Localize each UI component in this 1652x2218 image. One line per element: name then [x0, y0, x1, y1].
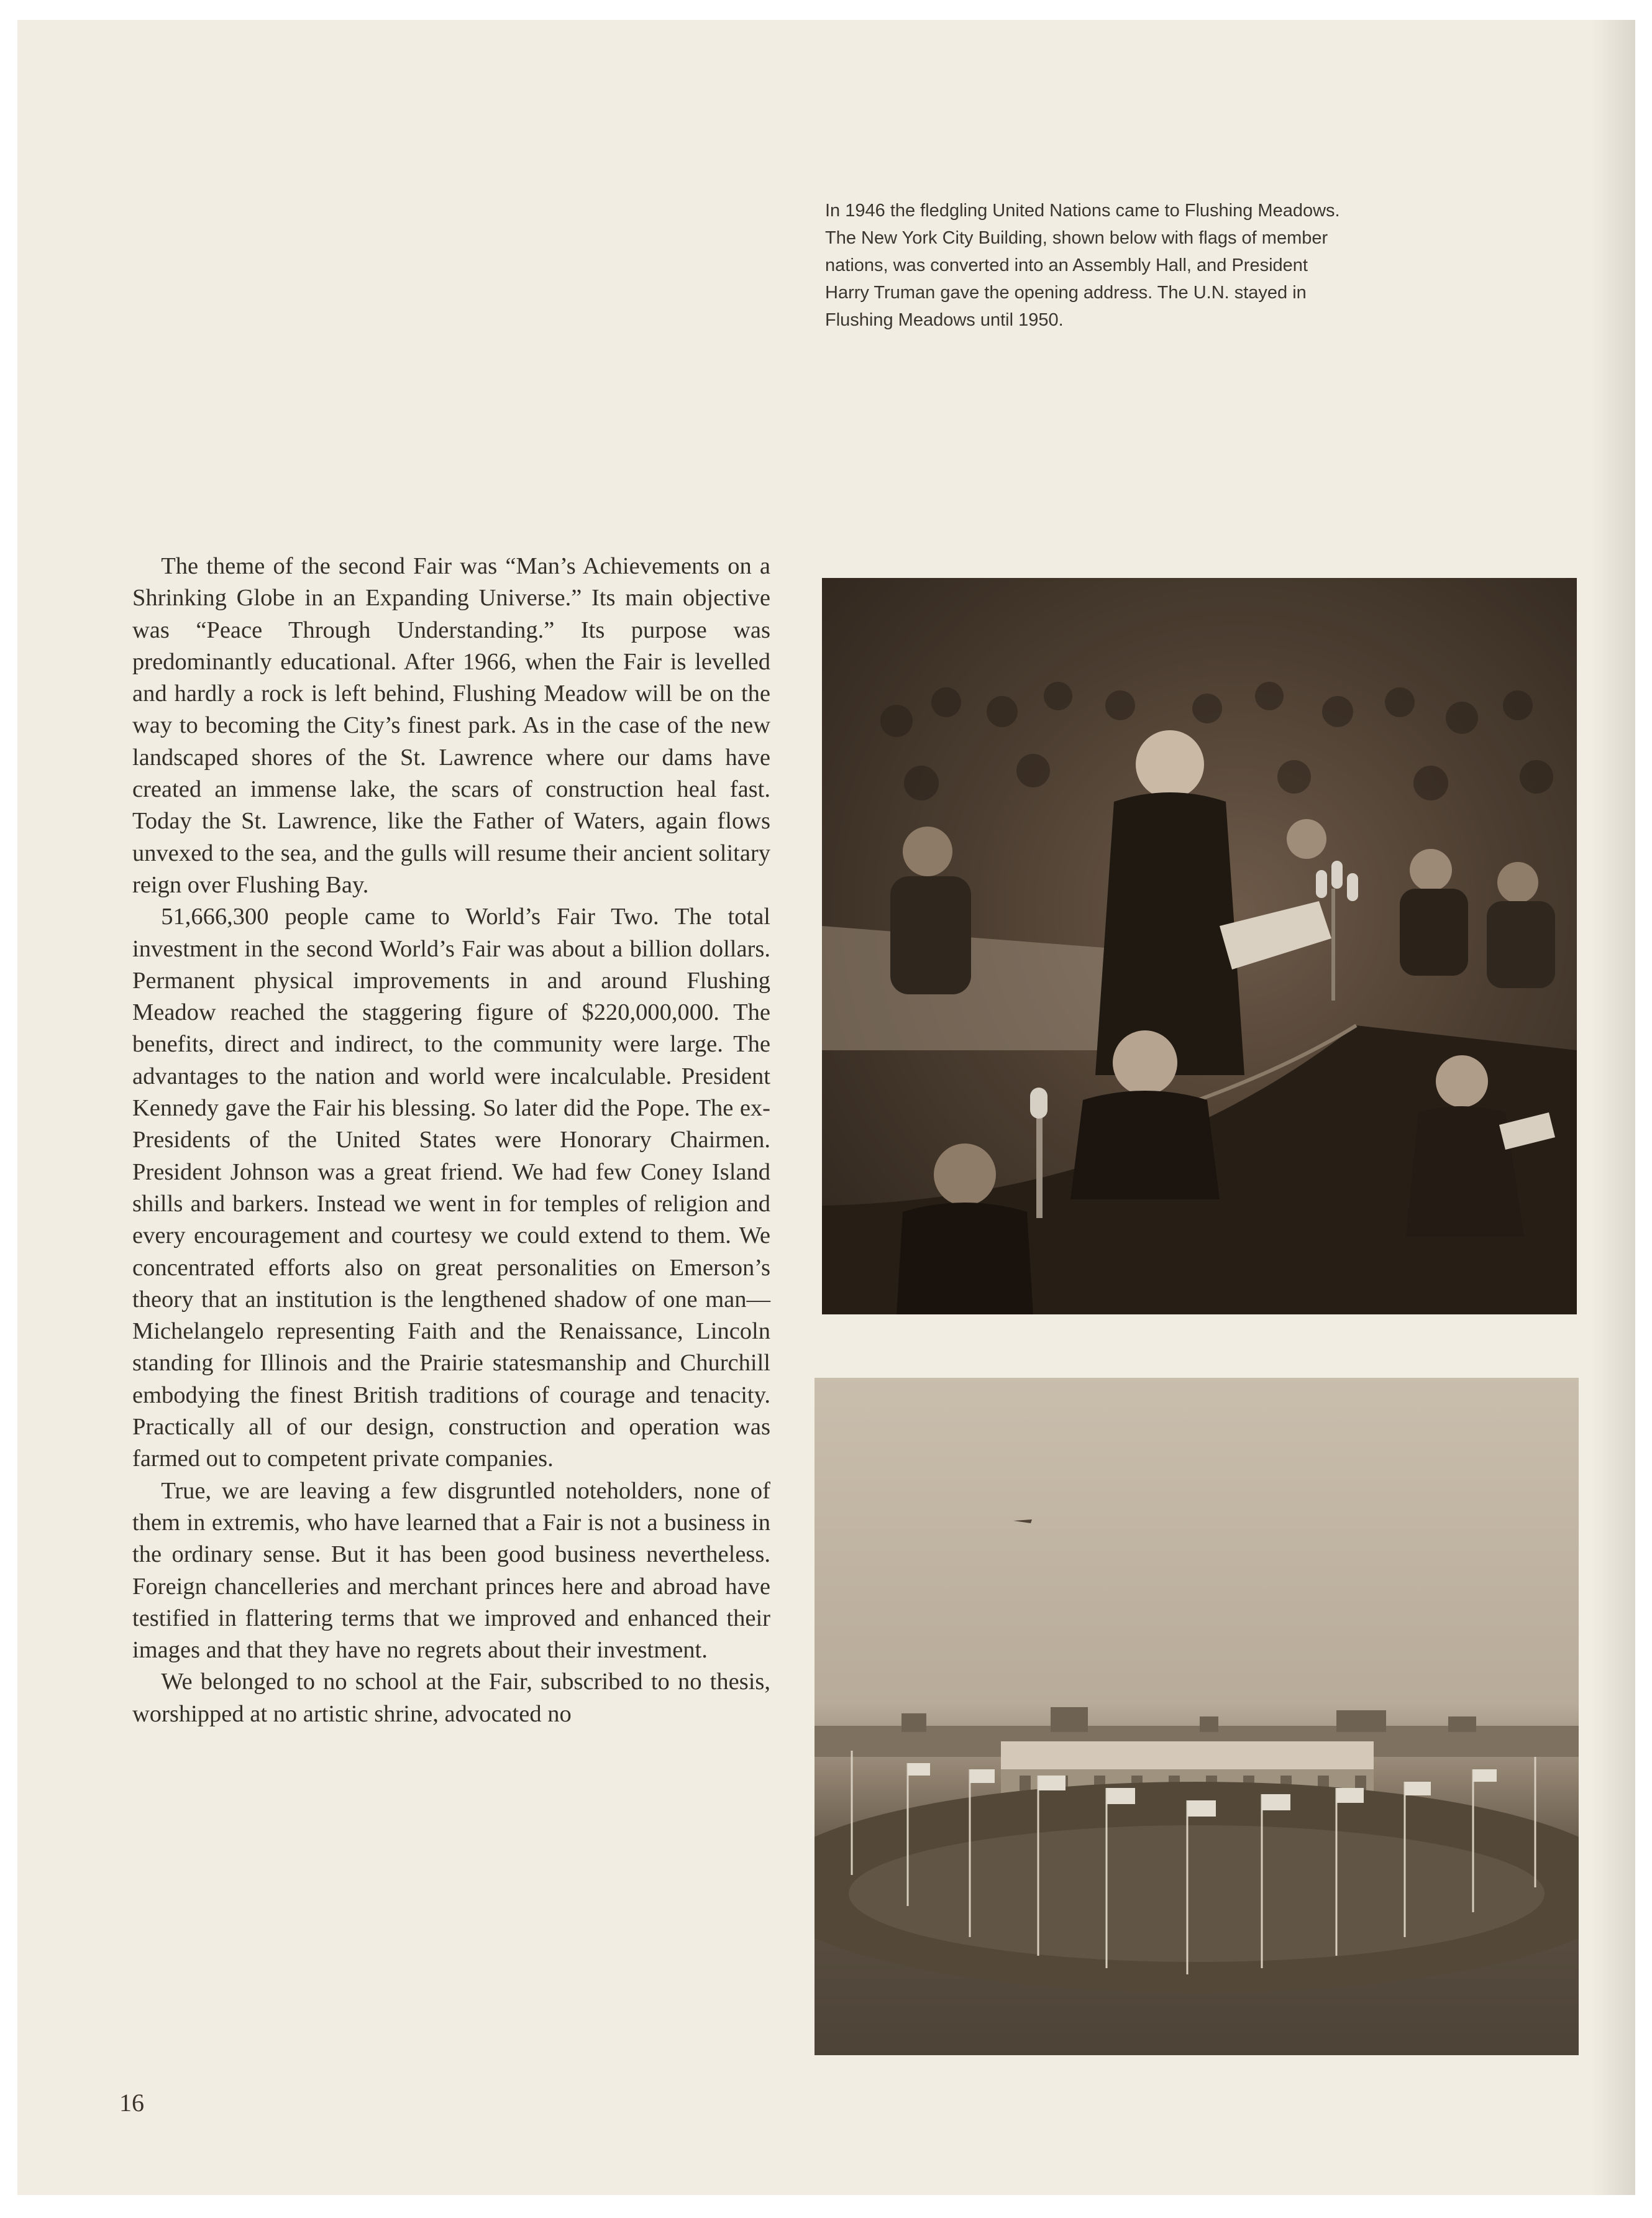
- paragraph: True, we are leaving a few disgruntled noteholders, none of them in extremis, who have learned that a Fair is not a business in the ordinary sense. But it has been good business nevertheless. Foreign chancelleries and merchant princes here and abroad have testified in flattering terms that we improved and enhanced their images and that they have no regrets about their investment.: [132, 1477, 770, 1664]
- un-assembly-photo: [822, 578, 1577, 1314]
- page-number: 16: [119, 2089, 144, 2117]
- paragraph: 51,666,300 people came to World’s Fair Two. The total investment in the second World’s Fair was about a billion dollars. Permanent physical improvements in and around Flushing Meadow reached the staggering figure of $220,000,000. The benefits, direct and indirect, to the community were large. The advantages to the nation and world were incalculable. President Kennedy gave the Fair his blessing. So later did the Pope. The ex-Presidents of the United States were Honorary Chairmen. President Johnson was a great friend. We had few Coney Island shills and barkers. Instead we went in for temples of religion and every encouragement and courtesy we could extend to them. We concentrated efforts also on great personalities on Emerson’s theory that an institution is the lengthened shadow of one man—Michelangelo representing Faith and the Renaissance, Lincoln standing for Illinois and the Prairie statesmanship and Churchill embodying the finest British traditions of courage and tenacity. Practically all of our design, construction and operation was farmed out to competent private companies.: [132, 904, 770, 1472]
- flushing-meadows-illustration: [815, 1378, 1579, 2055]
- un-assembly-illustration: [822, 578, 1577, 1314]
- photo-caption: In 1946 the fledgling United Nations came to Flushing Meadows. The New York City Building, shown below with flags of member nations, was converted into an Assembly Hall, and President Harry Truman gave the opening address. The U.N. stayed in Flushing Meadows until 1950.: [825, 201, 1340, 330]
- flushing-meadows-flags-photo: [815, 1378, 1579, 2055]
- paragraph: We belonged to no school at the Fair, subscribed to no thesis, worshipped at no artistic shrine, advocated no: [132, 1669, 770, 1727]
- paragraph: The theme of the second Fair was “Man’s Achievements on a Shrinking Globe in an Expanding Universe.” Its main objective was “Peace Through Understanding.” Its purpose was predominantly educational. After 1966, when the Fair is levelled and hardly a rock is left behind, Flushing Meadow will be on the way to becoming the City’s finest park. As in the case of the new landscaped shores of the St. Lawrence where our dams have created an immense lake, the scars of construction heal fast. Today the St. Lawrence, like the Father of Waters, again flows unvexed to the sea, and the gulls will resume their ancient solitary reign over Flushing Bay.: [132, 553, 770, 898]
- book-page: [17, 20, 1635, 2195]
- body-text: [132, 551, 770, 1730]
